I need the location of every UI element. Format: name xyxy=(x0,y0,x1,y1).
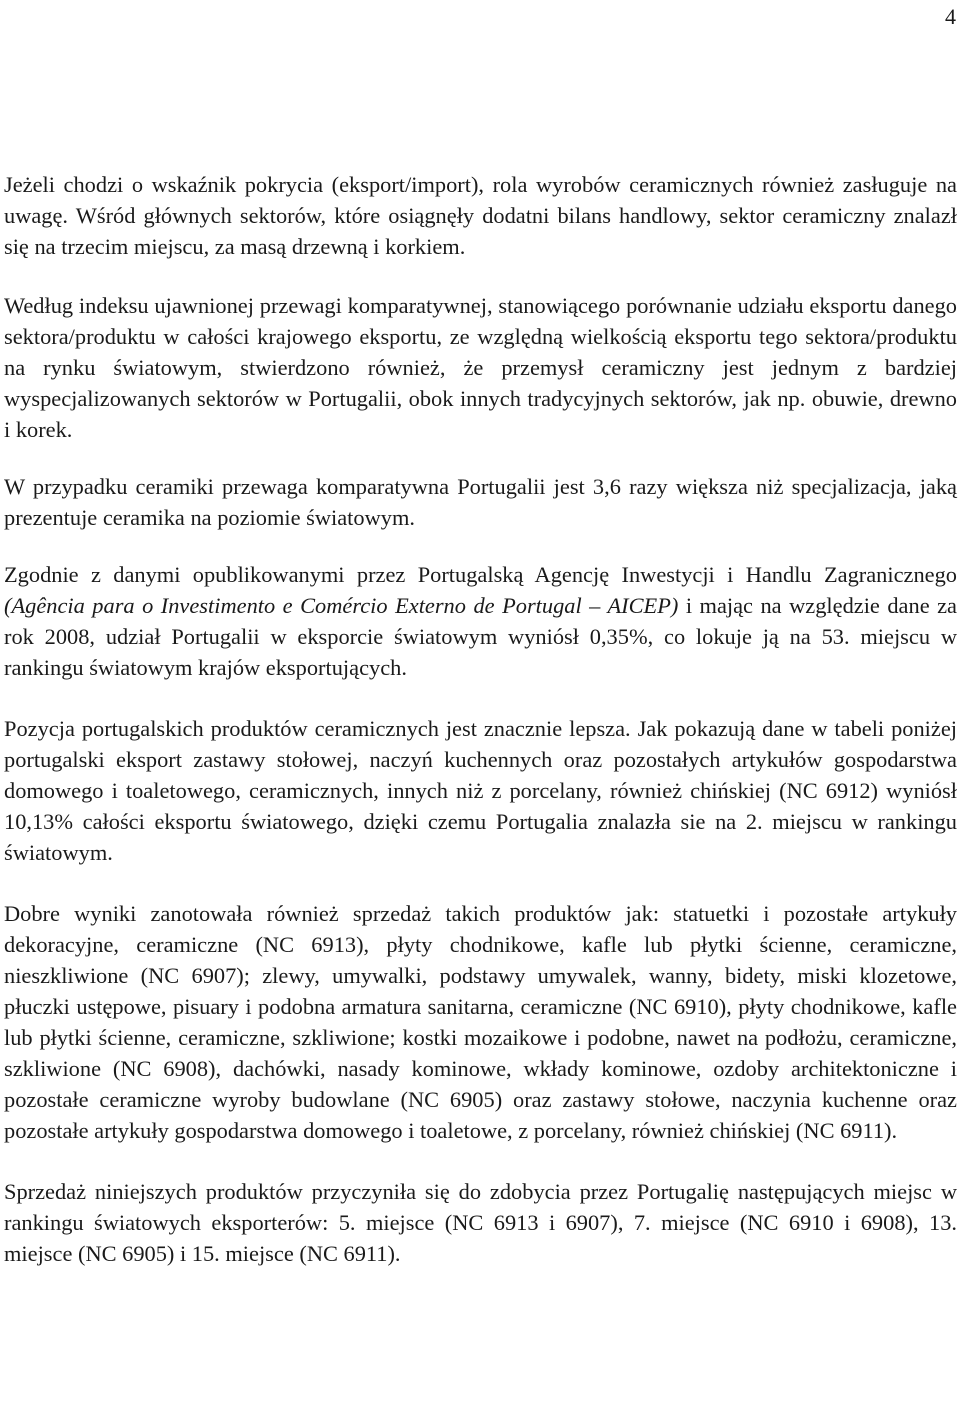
document-body xyxy=(4,169,957,1269)
page-number: 4 xyxy=(945,4,956,29)
paragraph-ceramic-products-position: Pozycja portugalskich produktów ceramicznych jest znacznie lepsza. Jak pokazują dane w tabeli poniżej portugalski eksport zastawy stołowej, naczyń kuchennych oraz pozostałych artykułów gospodarstwa domowego i toaletowego, ceramicznych, innych niż z porcelany, również chińskiej (NC 6912) wyniósł 10,13% całości eksportu światowego, dzięki czemu Portugalia znalazła sie na 2. miejscu w rankingu światowym. xyxy=(4,716,957,865)
aicep-text-start: Zgodnie z danymi opublikowanymi przez Portugalską Agencję Inwestycji i Handlu Zagranicznego xyxy=(4,562,957,587)
paragraph-comparative-advantage-index: Według indeksu ujawnionej przewagi komparatywnej, stanowiącego porównanie udziału eksportu danego sektora/produktu w całości krajowego eksportu, ze względną wielkością eksportu tego sektora/produktu na rynku światowym, stwierdzono również, że przemysł ceramiczny jest jednym z bardziej wyspecjalizowanych sektorów w Portugalii, obok innych tradycyjnych sektorów, jak np. obuwie, drewno i korek. xyxy=(4,293,957,442)
paragraph-rankings: Sprzedaż niniejszych produktów przyczyniła się do zdobycia przez Portugalię następujących miejsc w rankingu światowych eksporterów: 5. miejsce (NC 6913 i 6907), 7. miejsce (NC 6910 i 6908), 13. miejsce (NC 6905) i 15. miejsce (NC 6911). xyxy=(4,1179,957,1266)
aicep-text-end: i mając na względzie dane za rok 2008, udział Portugalii w eksporcie światowym wyniósł 0,35%, co lokuje ją na 53. miejscu w rankingu światowym krajów eksportujących. xyxy=(4,593,957,680)
paragraph-good-results: Dobre wyniki zanotowała również sprzedaż takich produktów jak: statuetki i pozostałe artykuły dekoracyjne, ceramiczne (NC 6913), płyty chodnikowe, kafle lub płytki ścienne, ceramiczne, nieszkliwione (NC 6907); zlewy, umywalki, podstawy umywalek, wanny, bidety, miski klozetowe, płuczki ustępowe, pisuary i podobna armatura sanitarna, ceramiczne (NC 6910), płyty chodnikowe, kafle lub płytki ścienne, ceramiczne, szkliwione; kostki mozaikowe i podobne, nawet na podłożu, ceramiczne, szkliwione (NC 6908), dachówki, nasady kominowe, wkłady kominowe, ozdoby architektoniczne i pozostałe ceramiczne wyroby budowlane (NC 6905) oraz zastawy stołowe, naczynia kuchenne oraz pozostałe artykuły gospodarstwa domowego i toaletowe, z porcelany, również chińskiej (NC 6911). xyxy=(4,901,957,1143)
paragraph-aicep-data xyxy=(4,559,957,683)
aicep-agency-name: (Agência para o Investimento e Comércio Externo de Portugal – AICEP) xyxy=(4,593,679,618)
paragraph-coverage-ratio: Jeżeli chodzi o wskaźnik pokrycia (eksport/import), rola wyrobów ceramicznych również zasługuje na uwagę. Wśród głównych sektorów, które osiągnęły dodatni bilans handlowy, sektor ceramiczny znalazł się na trzecim miejscu, za masą drzewną i korkiem. xyxy=(4,172,957,259)
paragraph-ceramics-advantage: W przypadku ceramiki przewaga komparatywna Portugalii jest 3,6 razy większa niż specjalizacja, jaką prezentuje ceramika na poziomie światowym. xyxy=(4,474,957,530)
